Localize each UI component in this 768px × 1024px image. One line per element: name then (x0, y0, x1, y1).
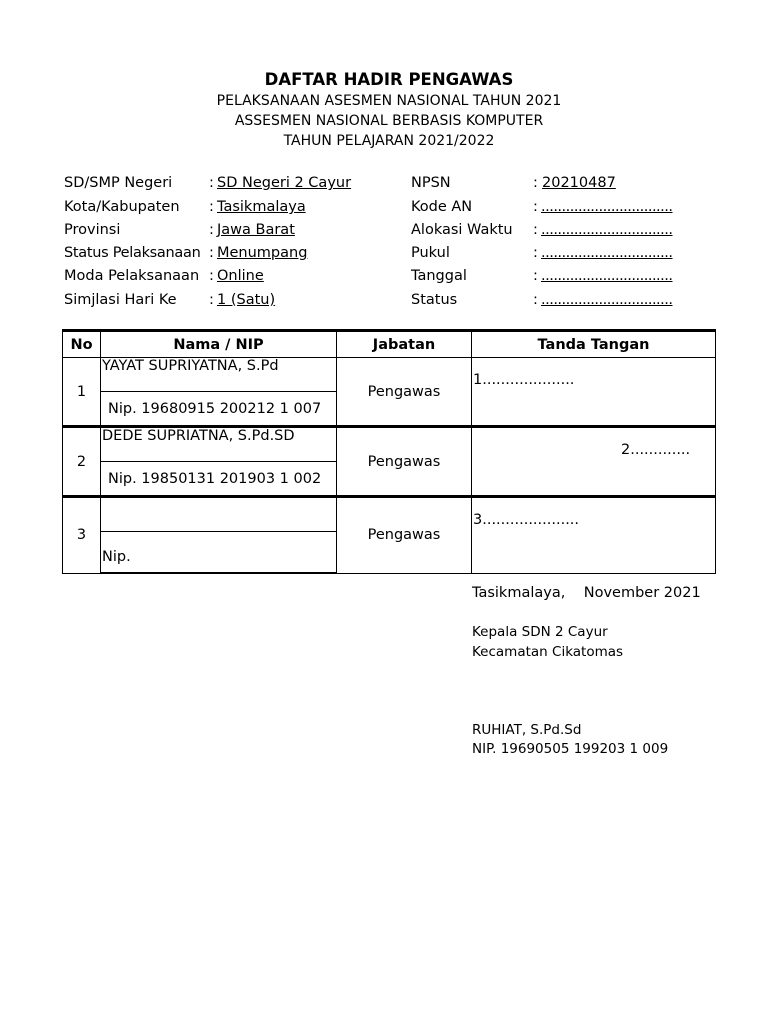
label-kode-an: Kode AN (411, 199, 473, 215)
signature-line: 1.................... (473, 372, 575, 388)
label-pukul: Pukul (411, 245, 450, 261)
value-kode-an: ................................ (541, 199, 673, 215)
row-signature (472, 497, 716, 574)
label-hari: Simjlasi Hari Ke (64, 292, 177, 308)
row-no: 2 (63, 427, 101, 497)
attendance-table (62, 329, 716, 574)
row-name: DEDE SUPRIATNA, S.Pd.SD (101, 427, 337, 462)
label-province: Provinsi (64, 222, 121, 238)
value-status: ................................ (541, 292, 673, 308)
place-date: Tasikmalaya, November 2021 (472, 585, 701, 601)
row-name: YAYAT SUPRIYATNA, S.Pd (101, 358, 337, 392)
value-pukul: ................................ (541, 245, 673, 261)
colon: : (209, 292, 214, 308)
value-city: Tasikmalaya (217, 199, 306, 215)
colon: : (209, 245, 214, 261)
row-signature (472, 358, 716, 427)
colon: : (533, 199, 538, 215)
subtitle-line-2: ASSESMEN NASIONAL BERBASIS KOMPUTER (234, 113, 544, 129)
document-title: DAFTAR HADIR PENGAWAS (264, 70, 514, 89)
row-nip: Nip. 19850131 201903 1 002 (101, 462, 337, 497)
colon: : (209, 175, 214, 191)
value-hari: 1 (Satu) (217, 292, 276, 308)
value-school: SD Negeri 2 Cayur (217, 175, 352, 191)
row-nip: Nip. 19680915 200212 1 007 (101, 392, 337, 427)
header-jabatan: Jabatan (337, 331, 472, 358)
header-tanda-tangan: Tanda Tangan (472, 331, 716, 358)
value-status-pelaksanaan: Menumpang (217, 245, 308, 261)
row-no: 1 (63, 358, 101, 427)
position-line-2: Kecamatan Cikatomas (472, 644, 624, 660)
subtitle-line-1: PELAKSANAAN ASESMEN NASIONAL TAHUN 2021 (216, 93, 562, 109)
value-tanggal: ................................ (541, 268, 673, 284)
signer-name: RUHIAT, S.Pd.Sd (472, 722, 582, 738)
colon: : (209, 268, 214, 284)
header-no: No (63, 331, 101, 358)
value-moda: Online (217, 268, 264, 284)
label-tanggal: Tanggal (411, 268, 467, 284)
row-no: 3 (63, 497, 101, 574)
table-row (63, 427, 716, 462)
row-name (101, 497, 337, 532)
colon: : (533, 245, 538, 261)
signature-line: 3..................... (473, 512, 580, 528)
colon: : (209, 199, 214, 215)
table-row (63, 497, 716, 532)
subtitle-line-3: TAHUN PELAJARAN 2021/2022 (283, 133, 495, 149)
label-status: Status (411, 292, 458, 308)
table-header-row (63, 331, 716, 358)
signature-line: 2............. (621, 442, 691, 458)
colon: : (533, 292, 538, 308)
colon: : (533, 222, 538, 238)
row-signature (472, 427, 716, 497)
row-jabatan: Pengawas (337, 427, 472, 497)
row-jabatan: Pengawas (337, 358, 472, 427)
value-alokasi-waktu: ................................ (541, 222, 673, 238)
header-name: Nama / NIP (101, 331, 337, 358)
colon: : (533, 268, 538, 284)
value-province: Jawa Barat (217, 222, 295, 238)
label-npsn: NPSN (411, 175, 451, 191)
label-moda: Moda Pelaksanaan (64, 268, 200, 284)
colon: : (533, 175, 538, 191)
label-city: Kota/Kabupaten (64, 199, 180, 215)
label-school: SD/SMP Negeri (64, 175, 173, 191)
value-npsn: 20210487 (542, 175, 616, 191)
signer-nip: NIP. 19690505 199203 1 009 (472, 741, 669, 757)
position-line-1: Kepala SDN 2 Cayur (472, 624, 608, 640)
table-row (63, 358, 716, 392)
row-jabatan: Pengawas (337, 497, 472, 574)
row-nip: Nip. (101, 532, 337, 574)
label-alokasi-waktu: Alokasi Waktu (411, 222, 513, 238)
colon: : (209, 222, 214, 238)
label-status-pelaksanaan: Status Pelaksanaan (64, 245, 201, 261)
